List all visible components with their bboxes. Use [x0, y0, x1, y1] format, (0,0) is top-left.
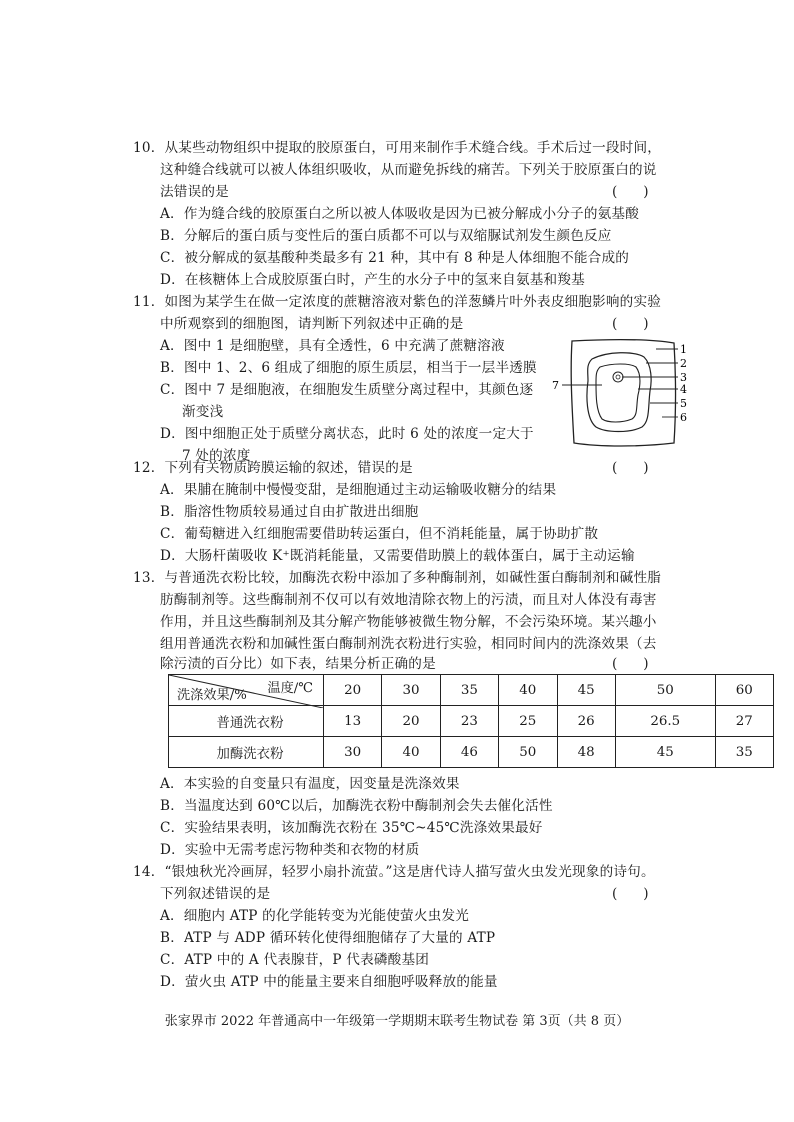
- table-cell: 13: [324, 706, 382, 737]
- q10-answer-paren: ( ): [612, 184, 649, 200]
- figure-label-3: 3: [680, 371, 687, 384]
- q13-option-d: D．实验中无需考虑污物种类和衣物的材质: [160, 842, 420, 858]
- q10-stem-line-3: 法错误的是: [160, 184, 229, 200]
- q12-option-c: C．葡萄糖进入红细胞需要借助转运蛋白，但不消耗能量，属于协助扩散: [160, 526, 599, 542]
- table-row: [169, 737, 774, 768]
- q14-stem-line-2: 下列叙述错误的是: [160, 886, 271, 902]
- nucleus: [613, 372, 623, 382]
- row-label-enzyme: 加酶洗衣粉: [169, 737, 324, 768]
- q14-option-d: D．萤火虫 ATP 中的能量主要来自细胞呼吸释放的能量: [160, 974, 498, 990]
- q13-option-c: C．实验结果表明，该加酶洗衣粉在 35℃~45℃洗涤效果最好: [160, 820, 543, 836]
- temp-cell: 40: [499, 675, 557, 706]
- header-temperature-label: 温度/℃: [267, 681, 313, 696]
- header-effect-label: 洗涤效果/%: [177, 688, 247, 703]
- q11-option-d: D．图中细胞正处于质壁分离状态，此时 6 处的浓度一定大于: [160, 426, 534, 442]
- row-label-ordinary: 普通洗衣粉: [169, 706, 324, 737]
- q12-option-b: B．脂溶性物质较易通过自由扩散进出细胞: [160, 504, 419, 520]
- table-cell: 23: [440, 706, 498, 737]
- figure-label-4: 4: [680, 383, 687, 396]
- table-header-corner: [169, 675, 324, 706]
- table-cell: 40: [382, 737, 440, 768]
- q14-answer-paren: ( ): [612, 886, 649, 902]
- table-cell: 20: [382, 706, 440, 737]
- q13-option-a: A．本实验的自变量只有温度，因变量是洗涤效果: [160, 776, 460, 792]
- temp-cell: 50: [615, 675, 715, 706]
- q10-option-c: C．被分解成的氨基酸种类最多有 21 种，其中有 8 种是人体细胞不能合成的: [160, 250, 630, 266]
- q11-option-b: B．图中 1、2、6 组成了细胞的原生质层，相当于一层半透膜: [160, 360, 537, 376]
- q11-answer-paren: ( ): [612, 316, 649, 332]
- table-cell: 25: [499, 706, 557, 737]
- q14-stem-line-1: 14．“银烛秋光冷画屏，轻罗小扇扑流萤。”这是唐代诗人描写萤火虫发光现象的诗句。: [133, 864, 655, 880]
- temp-cell: 20: [324, 675, 382, 706]
- table-cell: 27: [715, 706, 773, 737]
- table-cell: 30: [324, 737, 382, 768]
- table-cell: 45: [615, 737, 715, 768]
- q10-stem-line-2: 这种缝合线就可以被人体组织吸收，从而避免拆线的痛苦。下列关于胶原蛋白的说: [160, 162, 657, 178]
- q12-option-d: D．大肠杆菌吸收 K⁺既消耗能量，又需要借助膜上的载体蛋白，属于主动运输: [160, 548, 635, 564]
- q11-option-c-cont: 渐变浅: [182, 404, 224, 420]
- q11-option-d-cont: 7 处的浓度: [182, 448, 251, 464]
- table-row: [169, 706, 774, 737]
- page-footer: 张家界市 2022 年普通高中一年级第一学期期末联考生物试卷 第 3页（共 8 页）: [164, 1014, 630, 1029]
- q11-stem-line-1: 11．如图为某学生在做一定浓度的蔗糖溶液对紫色的洋葱鳞片叶外表皮细胞影响的实验: [133, 294, 662, 310]
- temp-cell: 60: [715, 675, 773, 706]
- nucleolus: [616, 375, 620, 379]
- q14-option-b: B．ATP 与 ADP 循环转化使得细胞储存了大量的 ATP: [160, 930, 496, 946]
- q13-stem-line-1: 13．与普通洗衣粉比较，加酶洗衣粉中添加了多种酶制剂，如碱性蛋白酶制剂和碱性脂: [133, 570, 662, 586]
- plasmolysis-cell-diagram: [550, 337, 690, 449]
- figure-label-6: 6: [680, 411, 687, 424]
- q10-option-a: A．作为缝合线的胶原蛋白之所以被人体吸收是因为已被分解成小分子的氨基酸: [160, 206, 640, 222]
- washing-results-table: [168, 674, 774, 768]
- q10-option-b: B．分解后的蛋白质与变性后的蛋白质都不可以与双缩脲试剂发生颜色反应: [160, 228, 612, 244]
- temp-cell: 45: [557, 675, 615, 706]
- q13-stem-line-5: 除污渍的百分比）如下表，结果分析正确的是: [160, 656, 436, 672]
- table-cell: 50: [499, 737, 557, 768]
- q13-answer-paren: ( ): [612, 656, 649, 672]
- vacuole-membrane: [596, 364, 640, 422]
- table-cell: 35: [715, 737, 773, 768]
- figure-label-2: 2: [680, 357, 687, 370]
- q11-option-a: A．图中 1 是细胞壁，具有全透性，6 中充满了蔗糖溶液: [160, 338, 505, 354]
- temp-cell: 30: [382, 675, 440, 706]
- q10-option-d: D．在核糖体上合成胶原蛋白时，产生的水分子中的氢来自氨基和羧基: [160, 272, 585, 288]
- q13-stem-line-4: 组用普通洗衣粉和加碱性蛋白酶制剂洗衣粉进行实验，相同时间内的洗涤效果（去: [160, 636, 657, 652]
- q13-option-b: B．当温度达到 60℃以后，加酶洗衣粉中酶制剂会失去催化活性: [160, 798, 553, 814]
- temp-cell: 35: [440, 675, 498, 706]
- q12-answer-paren: ( ): [612, 460, 649, 476]
- q12-option-a: A．果脯在腌制中慢慢变甜，是细胞通过主动运输吸收糖分的结果: [160, 482, 557, 498]
- table-cell: 48: [557, 737, 615, 768]
- table-cell: 26: [557, 706, 615, 737]
- figure-label-1: 1: [680, 343, 687, 356]
- q10-stem-line-1: 10．从某些动物组织中提取的胶原蛋白，可用来制作手术缝合线。手术后过一段时间，: [133, 140, 662, 156]
- q11-option-c: C．图中 7 是细胞液，在细胞发生质壁分离过程中，其颜色逐: [160, 382, 534, 398]
- table-header-row: [169, 675, 774, 706]
- table-cell: 26.5: [615, 706, 715, 737]
- table-cell: 46: [440, 737, 498, 768]
- q13-stem-line-3: 作用，并且这些酶制剂及其分解产物能够被微生物分解，不会污染环境。某兴趣小: [160, 614, 657, 630]
- q11-stem-line-2: 中所观察到的细胞图，请判断下列叙述中正确的是: [160, 316, 464, 332]
- figure-label-7: 7: [552, 379, 559, 392]
- q12-stem: 12．下列有关物质跨膜运输的叙述，错误的是: [133, 460, 413, 476]
- figure-label-5: 5: [680, 397, 687, 410]
- q14-option-a: A．细胞内 ATP 的化学能转变为光能使萤火虫发光: [160, 908, 470, 924]
- q14-option-c: C．ATP 中的 A 代表腺苷，P 代表磷酸基团: [160, 952, 430, 968]
- q13-stem-line-2: 肪酶制剂等。这些酶制剂不仅可以有效地清除衣物上的污渍，而且对人体没有毒害: [160, 592, 657, 608]
